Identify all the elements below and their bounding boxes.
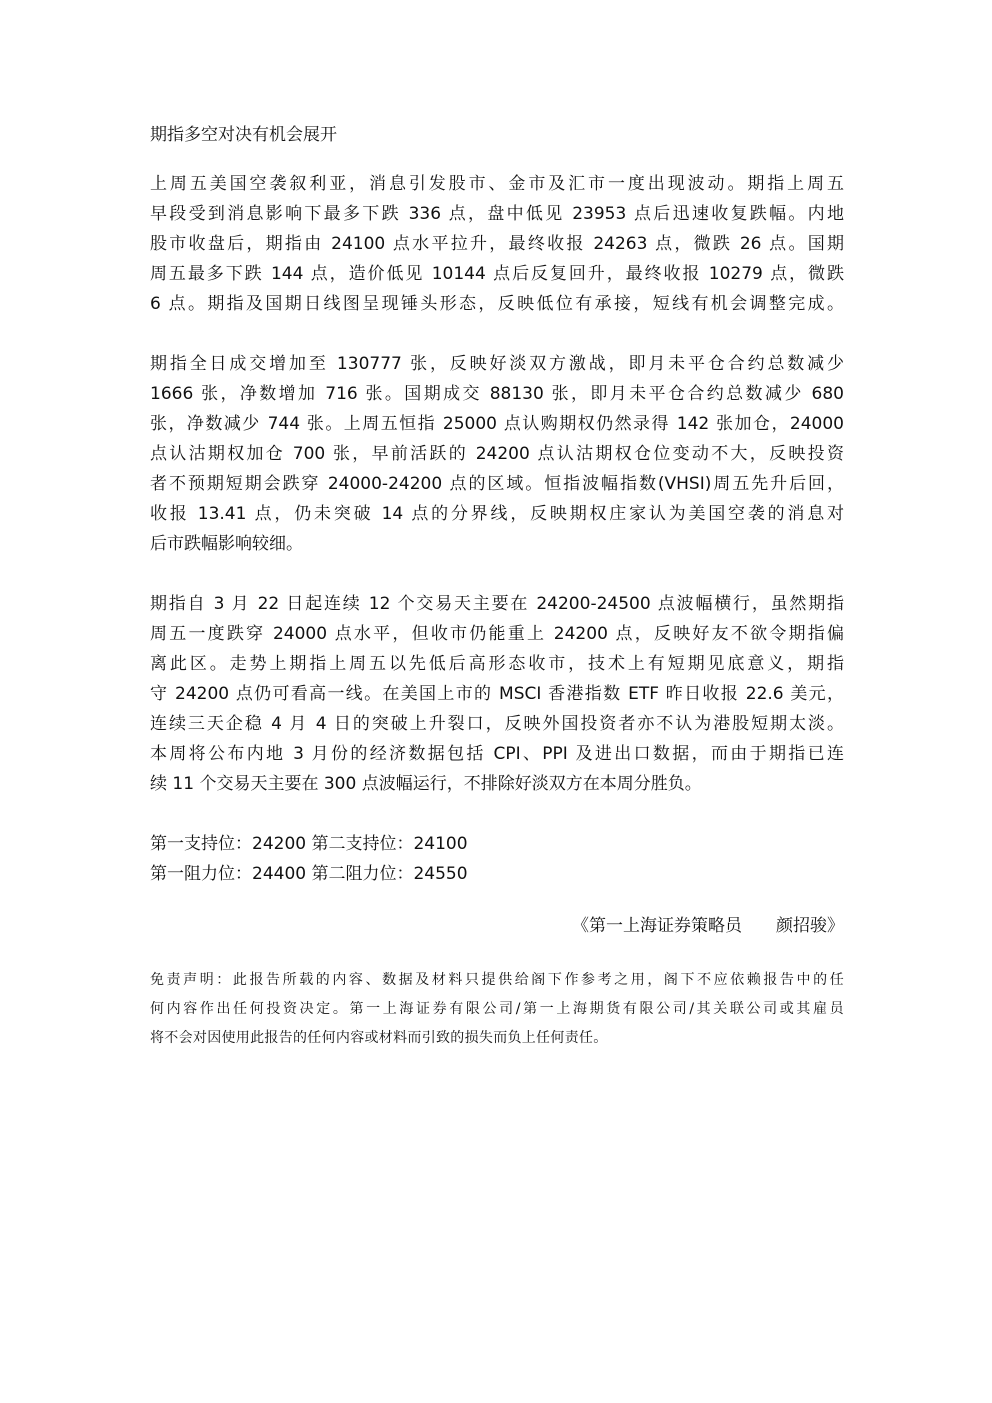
paragraph-line: 1666 张，净数增加 716 张。国期成交 88130 张，即月未平仓合约总数减少 680 bbox=[150, 384, 844, 404]
disclaimer bbox=[150, 966, 844, 1053]
paragraph-line: 者不预期短期会跌穿 24000-24200 点的区域。恒指波幅指数(VHSI)周五先升后回， bbox=[150, 474, 844, 494]
disclaimer-line: 将不会对因使用此报告的任何内容或材料而引致的损失而负上任何责任。 bbox=[150, 1030, 608, 1046]
document-title: 期指多空对决有机会展开 bbox=[150, 125, 337, 145]
disclaimer-line: 免责声明：此报告所载的内容、数据及材料只提供给阁下作参考之用，阁下不应依赖报告中的任 bbox=[150, 972, 844, 988]
paragraph-line: 周五一度跌穿 24000 点水平，但收市仍能重上 24200 点，反映好友不欲令期指偏 bbox=[150, 624, 844, 644]
paragraph-line: 点认沽期权加仓 700 张，早前活跃的 24200 点认沽期权仓位变动不大，反映投资 bbox=[150, 444, 844, 464]
paragraph-line: 股市收盘后，期指由 24100 点水平拉升，最终收报 24263 点，微跌 26 点。国期 bbox=[150, 234, 844, 254]
paragraph-3 bbox=[150, 589, 844, 799]
paragraph-line: 期指全日成交增加至 130777 张，反映好淡双方激战，即月未平仓合约总数减少 bbox=[150, 354, 844, 374]
document-page bbox=[150, 120, 844, 1053]
paragraph-line: 后市跌幅影响较细。 bbox=[150, 534, 303, 554]
paragraph-line: 收报 13.41 点，仍未突破 14 点的分界线，反映期权庄家认为美国空袭的消息对 bbox=[150, 504, 844, 524]
paragraph-line: 续 11 个交易天主要在 300 点波幅运行，不排除好淡双方在本周分胜负。 bbox=[150, 774, 702, 794]
resistance-levels: 第一阻力位：24400 第二阻力位：24550 bbox=[150, 864, 468, 884]
paragraph-line: 张，净数减少 744 张。上周五恒指 25000 点认购期权仍然录得 142 张加仓，24000 bbox=[150, 414, 844, 434]
paragraph-line: 6 点。期指及国期日线图呈现锤头形态，反映低位有承接，短线有机会调整完成。 bbox=[150, 294, 844, 314]
paragraph-line: 离此区。走势上期指上周五以先低后高形态收市，技术上有短期见底意义，期指 bbox=[150, 654, 844, 674]
paragraph-line: 上周五美国空袭叙利亚，消息引发股市、金市及汇市一度出现波动。期指上周五 bbox=[150, 174, 844, 194]
support-resistance-levels bbox=[150, 829, 844, 889]
paragraph-line: 连续三天企稳 4 月 4 日的突破上升裂口，反映外国投资者亦不认为港股短期太淡。 bbox=[150, 714, 844, 734]
author-signature: 《第一上海证券策略员 颜招骏》 bbox=[572, 916, 844, 936]
paragraph-line: 早段受到消息影响下最多下跌 336 点，盘中低见 23953 点后迅速收复跌幅。内地 bbox=[150, 204, 844, 224]
paragraph-line: 守 24200 点仍可看高一线。在美国上市的 MSCI 香港指数 ETF 昨日收报 22.6 美元， bbox=[150, 684, 844, 704]
paragraph-line: 期指自 3 月 22 日起连续 12 个交易天主要在 24200-24500 点波幅横行，虽然期指 bbox=[150, 594, 844, 614]
disclaimer-line: 何内容作出任何投资决定。第一上海证券有限公司/第一上海期货有限公司/其关联公司或其雇员 bbox=[150, 1001, 844, 1017]
paragraph-line: 本周将公布内地 3 月份的经济数据包括 CPI、PPI 及进出口数据，而由于期指已连 bbox=[150, 744, 844, 764]
support-levels: 第一支持位：24200 第二支持位：24100 bbox=[150, 834, 468, 854]
paragraph-1 bbox=[150, 169, 844, 319]
paragraph-line: 周五最多下跌 144 点，造价低见 10144 点后反复回升，最终收报 10279 点，微跌 bbox=[150, 264, 844, 284]
paragraph-2 bbox=[150, 349, 844, 559]
